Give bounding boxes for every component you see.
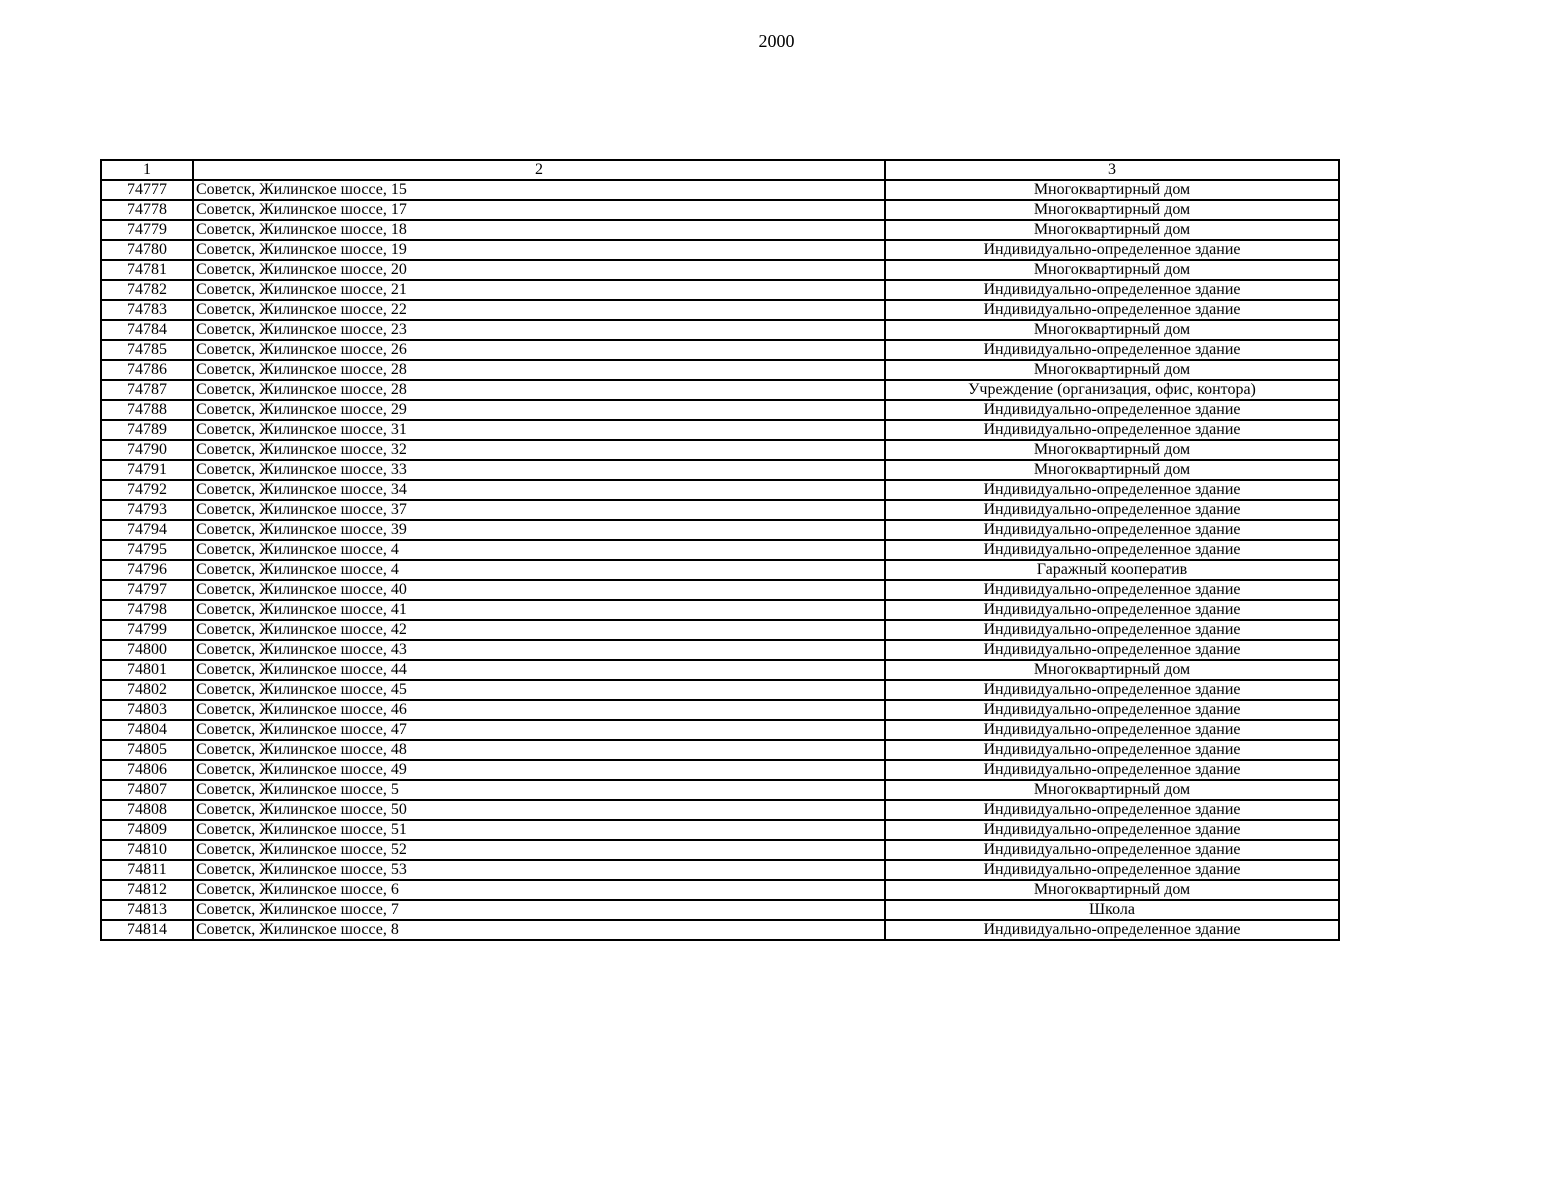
- row-id-cell: 74812: [101, 880, 193, 900]
- table-row: [101, 680, 1339, 700]
- row-address-cell: Советск, Жилинское шоссе, 28: [193, 380, 885, 400]
- row-type-cell: Школа: [885, 900, 1339, 920]
- table-row: [101, 860, 1339, 880]
- row-type-cell: Многоквартирный дом: [885, 220, 1339, 240]
- row-address-cell: Советск, Жилинское шоссе, 42: [193, 620, 885, 640]
- row-type-cell: Индивидуально-определенное здание: [885, 400, 1339, 420]
- row-type-cell: Многоквартирный дом: [885, 880, 1339, 900]
- row-type-cell: Многоквартирный дом: [885, 460, 1339, 480]
- row-id-cell: 74802: [101, 680, 193, 700]
- row-type-cell: Учреждение (организация, офис, контора): [885, 380, 1339, 400]
- row-id-cell: 74792: [101, 480, 193, 500]
- table-row: [101, 720, 1339, 740]
- table-row: [101, 500, 1339, 520]
- row-id-cell: 74797: [101, 580, 193, 600]
- table-row: [101, 360, 1339, 380]
- row-address-cell: Советск, Жилинское шоссе, 45: [193, 680, 885, 700]
- table-row: [101, 660, 1339, 680]
- row-id-cell: 74777: [101, 180, 193, 200]
- row-id-cell: 74790: [101, 440, 193, 460]
- row-type-cell: Индивидуально-определенное здание: [885, 740, 1339, 760]
- header-cell-2: 2: [193, 160, 885, 180]
- row-address-cell: Советск, Жилинское шоссе, 20: [193, 260, 885, 280]
- row-address-cell: Советск, Жилинское шоссе, 8: [193, 920, 885, 940]
- row-address-cell: Советск, Жилинское шоссе, 17: [193, 200, 885, 220]
- row-id-cell: 74808: [101, 800, 193, 820]
- table-row: [101, 400, 1339, 420]
- table-row: [101, 420, 1339, 440]
- row-address-cell: Советск, Жилинское шоссе, 15: [193, 180, 885, 200]
- table-row: [101, 560, 1339, 580]
- table-row: [101, 520, 1339, 540]
- table-row: [101, 840, 1339, 860]
- row-id-cell: 74804: [101, 720, 193, 740]
- table-row: [101, 920, 1339, 940]
- table-row: [101, 200, 1339, 220]
- row-address-cell: Советск, Жилинское шоссе, 31: [193, 420, 885, 440]
- row-id-cell: 74783: [101, 300, 193, 320]
- row-id-cell: 74799: [101, 620, 193, 640]
- row-id-cell: 74780: [101, 240, 193, 260]
- table-row: [101, 220, 1339, 240]
- table-row: [101, 600, 1339, 620]
- table-row: [101, 620, 1339, 640]
- table-row: [101, 700, 1339, 720]
- row-address-cell: Советск, Жилинское шоссе, 43: [193, 640, 885, 660]
- row-address-cell: Советск, Жилинское шоссе, 22: [193, 300, 885, 320]
- table-row: [101, 300, 1339, 320]
- row-id-cell: 74801: [101, 660, 193, 680]
- table-row: [101, 740, 1339, 760]
- row-id-cell: 74814: [101, 920, 193, 940]
- row-id-cell: 74789: [101, 420, 193, 440]
- row-address-cell: Советск, Жилинское шоссе, 26: [193, 340, 885, 360]
- row-type-cell: Многоквартирный дом: [885, 320, 1339, 340]
- row-address-cell: Советск, Жилинское шоссе, 37: [193, 500, 885, 520]
- table-row: [101, 820, 1339, 840]
- row-address-cell: Советск, Жилинское шоссе, 48: [193, 740, 885, 760]
- row-address-cell: Советск, Жилинское шоссе, 6: [193, 880, 885, 900]
- row-address-cell: Советск, Жилинское шоссе, 51: [193, 820, 885, 840]
- row-type-cell: Многоквартирный дом: [885, 200, 1339, 220]
- row-id-cell: 74788: [101, 400, 193, 420]
- table-row: [101, 640, 1339, 660]
- table-row: [101, 580, 1339, 600]
- table-row: [101, 320, 1339, 340]
- table-row: [101, 240, 1339, 260]
- table-body: [101, 160, 1339, 940]
- row-id-cell: 74781: [101, 260, 193, 280]
- row-id-cell: 74785: [101, 340, 193, 360]
- row-id-cell: 74803: [101, 700, 193, 720]
- row-type-cell: Индивидуально-определенное здание: [885, 640, 1339, 660]
- row-type-cell: Индивидуально-определенное здание: [885, 240, 1339, 260]
- row-address-cell: Советск, Жилинское шоссе, 18: [193, 220, 885, 240]
- table-row: [101, 380, 1339, 400]
- row-type-cell: Индивидуально-определенное здание: [885, 500, 1339, 520]
- table-row: [101, 480, 1339, 500]
- row-type-cell: Индивидуально-определенное здание: [885, 820, 1339, 840]
- row-type-cell: Гаражный кооператив: [885, 560, 1339, 580]
- row-type-cell: Индивидуально-определенное здание: [885, 280, 1339, 300]
- table-row: [101, 180, 1339, 200]
- row-address-cell: Советск, Жилинское шоссе, 47: [193, 720, 885, 740]
- row-address-cell: Советск, Жилинское шоссе, 40: [193, 580, 885, 600]
- table-row: [101, 900, 1339, 920]
- row-type-cell: Многоквартирный дом: [885, 360, 1339, 380]
- row-type-cell: Индивидуально-определенное здание: [885, 920, 1339, 940]
- header-cell-1: 1: [101, 160, 193, 180]
- row-type-cell: Многоквартирный дом: [885, 660, 1339, 680]
- row-id-cell: 74787: [101, 380, 193, 400]
- row-address-cell: Советск, Жилинское шоссе, 50: [193, 800, 885, 820]
- page-number: 2000: [758, 31, 795, 51]
- row-type-cell: Многоквартирный дом: [885, 180, 1339, 200]
- row-id-cell: 74784: [101, 320, 193, 340]
- row-address-cell: Советск, Жилинское шоссе, 53: [193, 860, 885, 880]
- row-type-cell: Многоквартирный дом: [885, 440, 1339, 460]
- row-address-cell: Советск, Жилинское шоссе, 32: [193, 440, 885, 460]
- row-type-cell: Индивидуально-определенное здание: [885, 580, 1339, 600]
- table-row: [101, 540, 1339, 560]
- row-address-cell: Советск, Жилинское шоссе, 21: [193, 280, 885, 300]
- row-address-cell: Советск, Жилинское шоссе, 33: [193, 460, 885, 480]
- row-type-cell: Индивидуально-определенное здание: [885, 480, 1339, 500]
- row-type-cell: Индивидуально-определенное здание: [885, 300, 1339, 320]
- row-address-cell: Советск, Жилинское шоссе, 39: [193, 520, 885, 540]
- row-id-cell: 74807: [101, 780, 193, 800]
- row-type-cell: Многоквартирный дом: [885, 260, 1339, 280]
- table-row: [101, 880, 1339, 900]
- row-type-cell: Индивидуально-определенное здание: [885, 340, 1339, 360]
- row-id-cell: 74793: [101, 500, 193, 520]
- row-id-cell: 74796: [101, 560, 193, 580]
- row-type-cell: Многоквартирный дом: [885, 780, 1339, 800]
- row-address-cell: Советск, Жилинское шоссе, 44: [193, 660, 885, 680]
- table-row: [101, 340, 1339, 360]
- row-type-cell: Индивидуально-определенное здание: [885, 540, 1339, 560]
- table-row: [101, 440, 1339, 460]
- table-row: [101, 760, 1339, 780]
- row-address-cell: Советск, Жилинское шоссе, 4: [193, 540, 885, 560]
- row-type-cell: Индивидуально-определенное здание: [885, 720, 1339, 740]
- row-address-cell: Советск, Жилинское шоссе, 19: [193, 240, 885, 260]
- row-type-cell: Индивидуально-определенное здание: [885, 760, 1339, 780]
- row-address-cell: Советск, Жилинское шоссе, 29: [193, 400, 885, 420]
- register-table: [100, 159, 1340, 941]
- row-id-cell: 74779: [101, 220, 193, 240]
- row-address-cell: Советск, Жилинское шоссе, 7: [193, 900, 885, 920]
- row-id-cell: 74791: [101, 460, 193, 480]
- row-id-cell: 74800: [101, 640, 193, 660]
- row-address-cell: Советск, Жилинское шоссе, 52: [193, 840, 885, 860]
- row-type-cell: Индивидуально-определенное здание: [885, 800, 1339, 820]
- row-address-cell: Советск, Жилинское шоссе, 28: [193, 360, 885, 380]
- row-address-cell: Советск, Жилинское шоссе, 4: [193, 560, 885, 580]
- row-id-cell: 74805: [101, 740, 193, 760]
- row-type-cell: Индивидуально-определенное здание: [885, 600, 1339, 620]
- row-id-cell: 74778: [101, 200, 193, 220]
- row-id-cell: 74782: [101, 280, 193, 300]
- row-address-cell: Советск, Жилинское шоссе, 41: [193, 600, 885, 620]
- table-row: [101, 800, 1339, 820]
- row-id-cell: 74811: [101, 860, 193, 880]
- row-id-cell: 74786: [101, 360, 193, 380]
- row-type-cell: Индивидуально-определенное здание: [885, 680, 1339, 700]
- row-address-cell: Советск, Жилинское шоссе, 49: [193, 760, 885, 780]
- row-id-cell: 74798: [101, 600, 193, 620]
- row-type-cell: Индивидуально-определенное здание: [885, 620, 1339, 640]
- row-address-cell: Советск, Жилинское шоссе, 46: [193, 700, 885, 720]
- table-row: [101, 260, 1339, 280]
- row-id-cell: 74795: [101, 540, 193, 560]
- row-type-cell: Индивидуально-определенное здание: [885, 700, 1339, 720]
- header-cell-3: 3: [885, 160, 1339, 180]
- row-id-cell: 74794: [101, 520, 193, 540]
- row-address-cell: Советск, Жилинское шоссе, 5: [193, 780, 885, 800]
- row-id-cell: 74806: [101, 760, 193, 780]
- row-type-cell: Индивидуально-определенное здание: [885, 420, 1339, 440]
- row-address-cell: Советск, Жилинское шоссе, 23: [193, 320, 885, 340]
- row-type-cell: Индивидуально-определенное здание: [885, 860, 1339, 880]
- table-row: [101, 460, 1339, 480]
- row-id-cell: 74813: [101, 900, 193, 920]
- row-address-cell: Советск, Жилинское шоссе, 34: [193, 480, 885, 500]
- table-row: [101, 280, 1339, 300]
- table-header-row: [101, 160, 1339, 180]
- row-type-cell: Индивидуально-определенное здание: [885, 520, 1339, 540]
- row-id-cell: 74809: [101, 820, 193, 840]
- table-row: [101, 780, 1339, 800]
- row-id-cell: 74810: [101, 840, 193, 860]
- row-type-cell: Индивидуально-определенное здание: [885, 840, 1339, 860]
